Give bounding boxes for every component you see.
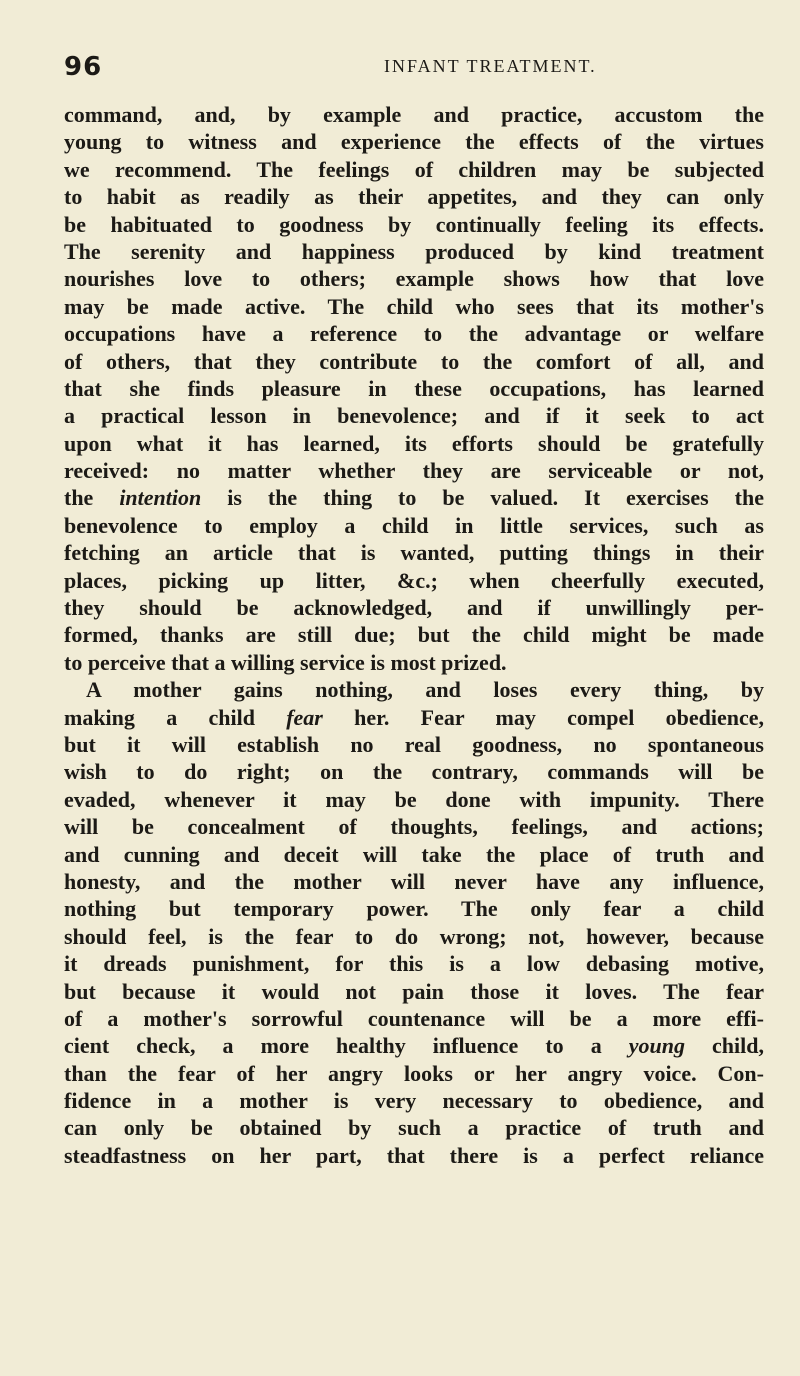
text-line: of a mother's sorrowful countenance will be a more effi-: [64, 1005, 764, 1031]
text-line: be habituated to goodness by continually feeling its effects.: [64, 211, 764, 237]
text-line: The serenity and happiness produced by kind treatment: [64, 238, 764, 264]
text-line: but it will establish no real goodness, no spontaneous: [64, 731, 764, 757]
text-line: nourishes love to others; example shows how that love: [64, 266, 764, 292]
text-line: can only be obtained by such a practice of truth and: [64, 1115, 764, 1141]
text-line: and cunning and deceit will take the place of truth and: [64, 841, 764, 867]
text-line: should feel, is the fear to do wrong; not, however, because: [64, 923, 764, 949]
body-text: [64, 101, 764, 1169]
text-run: child,: [685, 1033, 764, 1059]
text-line: places, picking up litter, &c.; when cheerfully executed,: [64, 567, 764, 593]
text-line: than the fear of her angry looks or her angry voice. Con-: [64, 1060, 764, 1086]
text-line: may be made active. The child who sees that its mother's: [64, 293, 764, 319]
text-line: honesty, and the mother will never have any influence,: [64, 868, 764, 894]
text-line: a practical lesson in benevolence; and if it seek to act: [64, 403, 764, 429]
text-line: fidence in a mother is very necessary to obedience, and: [64, 1088, 764, 1114]
text-run: is the thing to be valued. It exercises the: [201, 485, 764, 511]
text-line: that she finds pleasure in these occupations, has learned: [64, 375, 764, 401]
text-line: young to witness and experience the effects of the virtues: [64, 129, 764, 155]
text-line: it dreads punishment, for this is a low debasing motive,: [64, 951, 764, 977]
text-line: received: no matter whether they are serviceable or not,: [64, 458, 764, 484]
italic-word: fear: [286, 704, 323, 730]
text-line: [64, 1032, 764, 1059]
text-line: benevolence to employ a child in little services, such as: [64, 512, 764, 538]
running-title: INFANT TREATMENT.: [384, 56, 597, 76]
text-run: her. Fear may compel obedience,: [322, 704, 764, 730]
text-line: [64, 704, 764, 731]
text-line: of others, that they contribute to the comfort of all, and: [64, 348, 764, 374]
text-line: steadfastness on her part, that there is a perfect reliance: [64, 1142, 764, 1168]
text-line: command, and, by example and practice, accustom the: [64, 102, 764, 127]
text-line: but because it would not pain those it loves. The fear: [64, 978, 764, 1004]
text-line: to perceive that a willing service is most prized.: [64, 649, 507, 675]
page-number: 96: [64, 52, 103, 82]
text-line: they should be acknowledged, and if unwillingly per-: [64, 595, 764, 621]
text-line: wish to do right; on the contrary, commands will be: [64, 759, 764, 785]
text-line: A mother gains nothing, and loses every thing, by: [86, 677, 764, 703]
text-line: fetching an article that is wanted, putting things in their: [64, 540, 764, 566]
text-line: [64, 484, 764, 511]
text-run: making a child: [64, 704, 287, 730]
text-line: occupations have a reference to the advantage or welfare: [64, 321, 764, 347]
text-line: formed, thanks are still due; but the child might be made: [64, 622, 764, 648]
text-line: upon what it has learned, its efforts should be gratefully: [64, 430, 764, 456]
italic-word: young: [628, 1033, 685, 1059]
text-run: cient check, a more healthy influence to a: [64, 1033, 629, 1059]
text-line: to habit as readily as their appetites, and they can only: [64, 184, 764, 210]
italic-word: intention: [119, 485, 202, 511]
text-line: will be concealment of thoughts, feelings, and actions;: [64, 814, 764, 840]
running-head: [64, 52, 764, 84]
text-line: we recommend. The feelings of children may be subjected: [64, 156, 764, 182]
text-line: nothing but temporary power. The only fear a child: [64, 896, 764, 922]
text-run: the: [64, 485, 120, 511]
text-line: evaded, whenever it may be done with impunity. There: [64, 786, 764, 812]
